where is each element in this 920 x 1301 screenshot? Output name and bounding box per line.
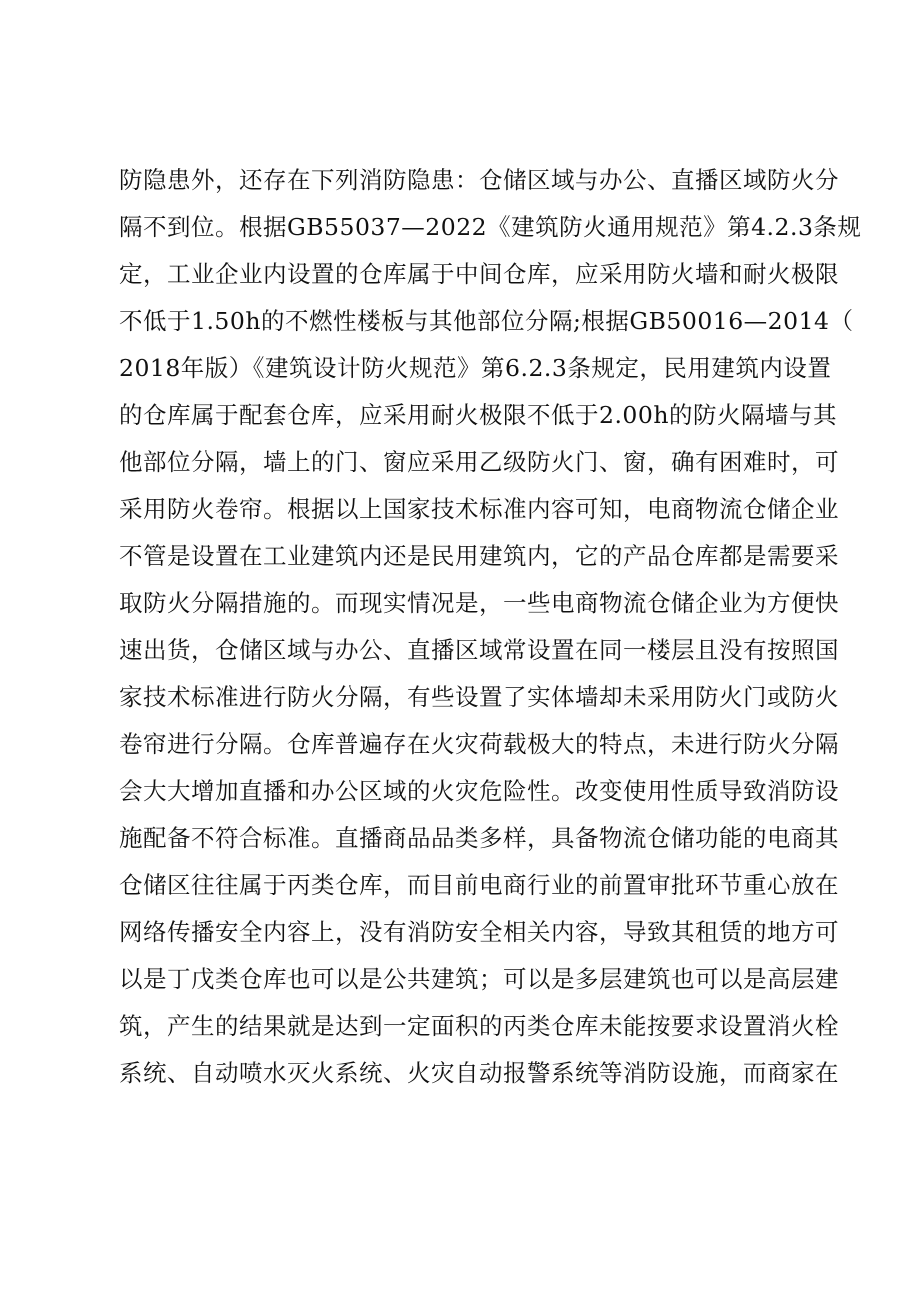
text-line: 不管是设置在工业建筑内还是民用建筑内，它的产品仓库都是需要采 <box>119 542 839 570</box>
text-line: 网络传播安全内容上，没有消防安全相关内容，导致其租赁的地方可 <box>119 918 839 946</box>
text-line: 取防火分隔措施的。而现实情况是，一些电商物流仓储企业为方便快 <box>119 589 839 617</box>
text-line: 2018年版）《建筑设计防火规范》第6.2.3条规定，民用建筑内设置 <box>119 354 832 382</box>
text-line: 卷帘进行分隔。仓库普遍存在火灾荷载极大的特点，未进行防火分隔 <box>119 730 839 758</box>
text-line: 速出货，仓储区域与办公、直播区域常设置在同一楼层且没有按照国 <box>119 636 839 664</box>
text-line: 定，工业企业内设置的仓库属于中间仓库，应采用防火墙和耐火极限 <box>119 260 839 288</box>
text-line: 以是丁戊类仓库也可以是公共建筑；可以是多层建筑也可以是高层建 <box>119 965 839 993</box>
text-line: 采用防火卷帘。根据以上国家技术标准内容可知，电商物流仓储企业 <box>119 495 839 523</box>
text-line: 家技术标准进行防火分隔，有些设置了实体墙却未采用防火门或防火 <box>119 683 839 711</box>
text-line: 防隐患外，还存在下列消防隐患：仓储区域与办公、直播区域防火分 <box>119 166 839 194</box>
text-line: 的仓库属于配套仓库，应采用耐火极限不低于2.00h的防火隔墙与其 <box>119 401 837 429</box>
text-line: 仓储区往往属于丙类仓库，而目前电商行业的前置审批环节重心放在 <box>119 871 839 899</box>
text-line: 会大大增加直播和办公区域的火灾危险性。改变使用性质导致消防设 <box>119 777 839 805</box>
text-line: 系统、自动喷水灭火系统、火灾自动报警系统等消防设施，而商家在 <box>119 1059 839 1087</box>
text-line: 隔不到位。根据GB55037—2022《建筑防火通用规范》第4.2.3条规 <box>119 213 862 241</box>
text-line: 他部位分隔，墙上的门、窗应采用乙级防火门、窗，确有困难时，可 <box>119 448 839 476</box>
body-paragraph <box>119 157 862 1097</box>
text-line: 筑，产生的结果就是达到一定面积的丙类仓库未能按要求设置消火栓 <box>119 1012 839 1040</box>
text-line: 施配备不符合标准。直播商品品类多样，具备物流仓储功能的电商其 <box>119 824 839 852</box>
text-line: 不低于1.50h的不燃性楼板与其他部位分隔;根据GB50016—2014（ <box>119 307 854 335</box>
